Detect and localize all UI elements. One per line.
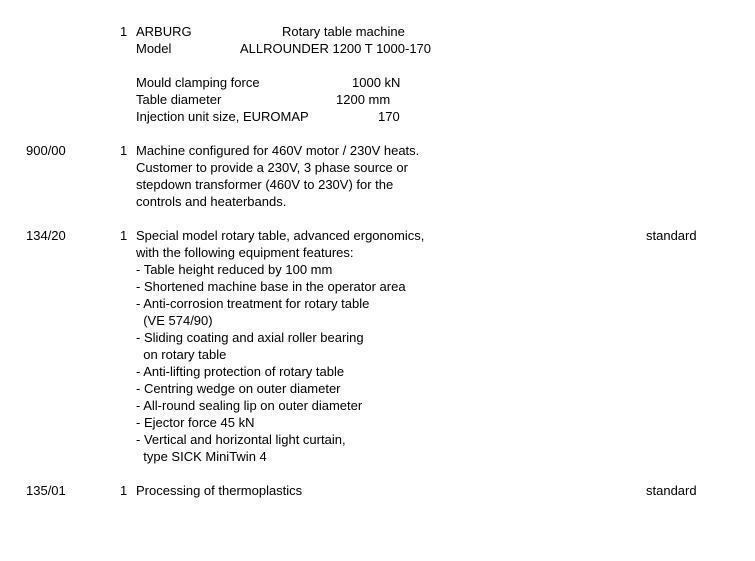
item-line: Customer to provide a 230V, 3 phase source or	[136, 160, 408, 175]
item-line: with the following equipment features:	[136, 245, 354, 260]
item-line: - Ejector force 45 kN	[136, 415, 255, 430]
item-line: - Sliding coating and axial roller bearing	[136, 330, 364, 345]
model-label: Model	[136, 41, 172, 56]
item-status: standard	[646, 483, 697, 498]
item-line: - Vertical and horizontal light curtain,	[136, 432, 346, 447]
item-line: - All-round sealing lip on outer diameter	[136, 398, 363, 413]
item-line: type SICK MiniTwin 4	[136, 449, 267, 464]
item-line: on rotary table	[136, 347, 227, 362]
item-line: (VE 574/90)	[136, 313, 213, 328]
item-line: controls and heaterbands.	[136, 194, 287, 209]
spec-label: Injection unit size, EUROMAP	[136, 109, 309, 124]
spec-value: 170	[378, 109, 400, 124]
item-line: Machine configured for 460V motor / 230V heats.	[136, 143, 420, 158]
brand-name: ARBURG	[136, 24, 192, 39]
header-qty: 1	[120, 24, 128, 39]
spec-label: Mould clamping force	[136, 75, 260, 90]
item-line: Special model rotary table, advanced ergonomics,	[136, 228, 425, 243]
item-status: standard	[646, 228, 697, 243]
item-line: - Centring wedge on outer diameter	[136, 381, 341, 396]
item-qty: 1	[120, 228, 128, 243]
item-qty: 1	[120, 483, 128, 498]
item-line: Processing of thermoplastics	[136, 483, 303, 498]
item-line: - Shortened machine base in the operator area	[136, 279, 406, 294]
spec-value: 1200 mm	[336, 92, 391, 107]
item-line: - Anti-lifting protection of rotary table	[136, 364, 345, 379]
model-value: ALLROUNDER 1200 T 1000-170	[240, 41, 432, 56]
item-code: 135/01	[26, 483, 66, 498]
item-line: stepdown transformer (460V to 230V) for the	[136, 177, 394, 192]
item-line: - Anti-corrosion treatment for rotary table	[136, 296, 370, 311]
spec-label: Table diameter	[136, 92, 222, 107]
item-line: - Table height reduced by 100 mm	[136, 262, 333, 277]
spec-value: 1000 kN	[352, 75, 401, 90]
item-qty: 1	[120, 143, 128, 158]
machine-type: Rotary table machine	[282, 24, 405, 39]
item-code: 900/00	[26, 143, 66, 158]
item-code: 134/20	[26, 228, 66, 243]
